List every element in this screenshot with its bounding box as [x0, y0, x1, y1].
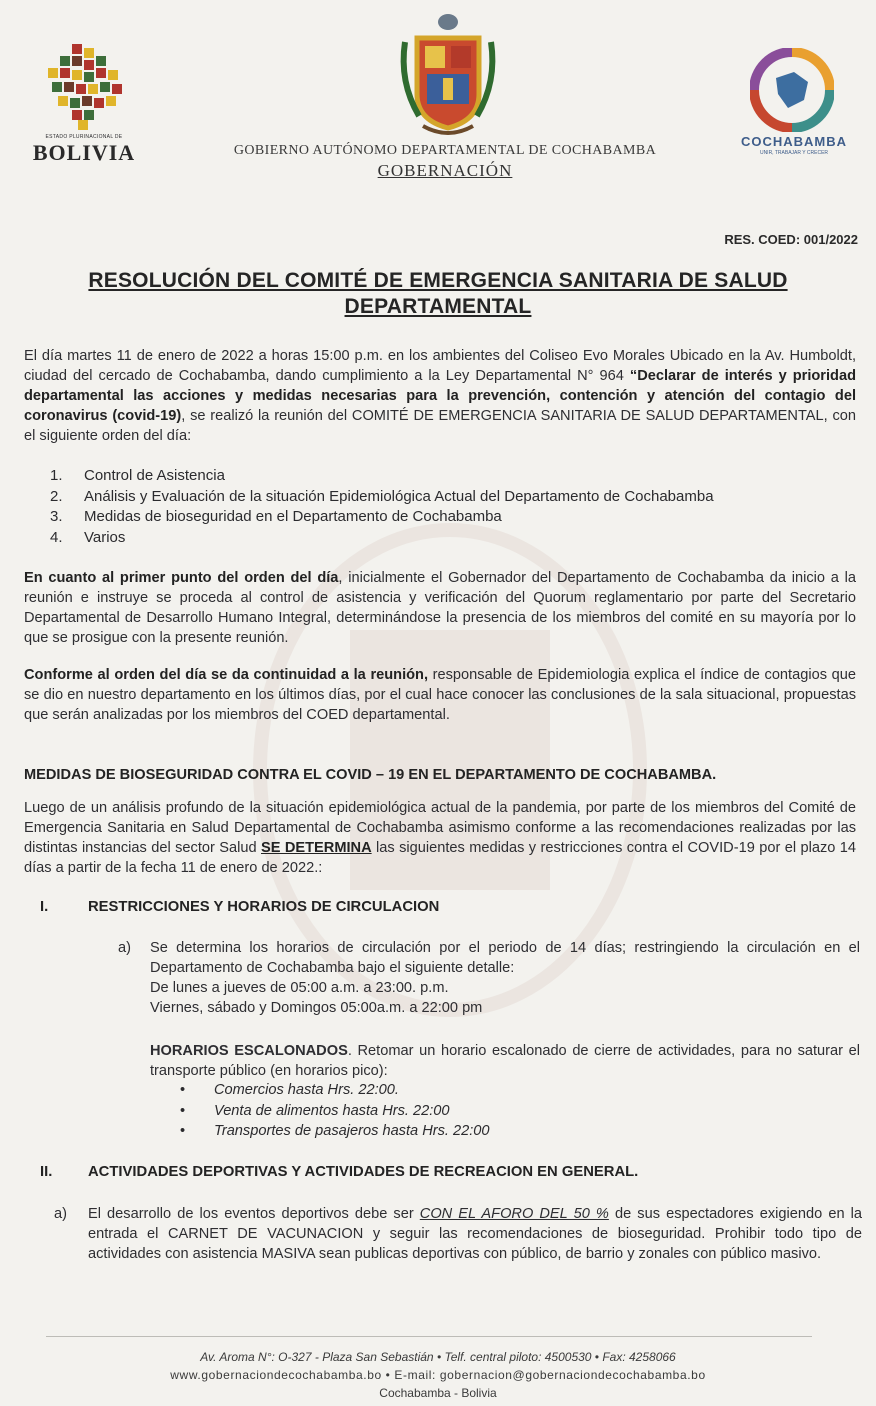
bolivia-mosaic-icon [42, 44, 128, 130]
bolivia-logo [24, 38, 144, 168]
first-point-text: , inicialmente el Gobernador del Departamento de Cochabamba da inicio a la reunión e instruye se proceda al control de asistencia y verificación del Quorum reglamentario por parte del Secretario Departamental de Desarrollo Humano Integral, determinándose la presencia de los miembros del comité en su mayoría por lo que se prosigue con la presente reunión. [24, 570, 856, 646]
measures-paragraph [24, 798, 856, 878]
sports-text-2: de sus espectadores exigiendo en la entrada el CARNET DE VACUNACION y seguir las recomendaciones de bioseguridad. Prohibir todo tipo de actividades con asistencia MASIVA sean publicas deportivas con público, de barrio y zonales con público masivo. [88, 1206, 862, 1262]
coat-of-arms-icon [395, 8, 501, 144]
item-a-label: a) [54, 1206, 67, 1222]
gobernacion-title: GOBERNACIÓN [377, 161, 513, 180]
section-2-heading [40, 1162, 638, 1182]
capacity-limit: CON EL AFORO DEL 50 % [419, 1206, 609, 1222]
resolution-code: RES. COED: 001/2022 [724, 232, 858, 247]
closing-hours-item: • Transportes de pasajeros hasta Hrs. 22:00 [180, 1121, 490, 1142]
section-1-title: RESTRICCIONES Y HORARIOS DE CIRCULACION [88, 899, 440, 915]
staggered-hours-paragraph [118, 1041, 860, 1081]
schedule-weekend: Viernes, sábado y Domingos 05:00a.m. a 22:00 pm [150, 1000, 483, 1016]
cochabamba-ring-icon [750, 48, 834, 132]
closing-hours-item: • Comercios hasta Hrs. 22:00. [180, 1080, 490, 1101]
agenda-list [50, 466, 856, 548]
section-2-title: ACTIVIDADES DEPORTIVAS Y ACTIVIDADES DE RECREACION EN GENERAL. [88, 1164, 639, 1180]
agenda-text: Control de Asistencia [84, 467, 225, 484]
agenda-item [50, 487, 856, 508]
agenda-number: 2. [50, 487, 63, 505]
staggered-hours-desc: . Retomar un horario escalonado de cierre de actividades, para no saturar el transporte público (en horarios pico): [150, 1043, 861, 1079]
section-1-item-a [118, 938, 860, 1018]
staggered-hours-text [150, 1041, 860, 1081]
intro-paragraph [24, 346, 856, 446]
first-point-paragraph [24, 568, 856, 648]
intro-law-title: “Declarar de interés y prioridad departamental las acciones y medidas necesarias para la prevención, contención y atención del contagio del coronavirus (covid-19) [24, 368, 856, 424]
continuity-text: responsable de Epidemiologia explica el índice de contagios que se dio en nuestro departamento en los últimos días, por el cual hace conocer las conclusiones de la sala situacional, propuestas que serán analizadas por los miembros del COED departamental. [24, 667, 856, 723]
se-determina: SE DETERMINA [261, 840, 372, 856]
cochabamba-tagline: UNIR, TRABAJAR Y CRECER [759, 150, 829, 156]
first-point-lead: En cuanto al primer punto del orden del día [24, 570, 339, 586]
item-a-text [88, 1204, 862, 1264]
agenda-text: Análisis y Evaluación de la situación Epidemiológica Actual del Departamento de Cochabamba [84, 487, 714, 505]
footer-web-email: www.gobernaciondecochabamba.bo • E-mail: gobernacion@gobernaciondecochabamba.bo [170, 1368, 706, 1382]
intro-text-2: , se realizó la reunión del COMITÉ DE EMERGENCIA SANITARIA DE SALUD DEPARTAMENTAL, con el siguiente orden del día: [24, 408, 856, 444]
agenda-item [50, 507, 856, 528]
sports-text-1: El desarrollo de los eventos deportivos debe ser [88, 1206, 420, 1222]
agenda-number: 4. [50, 528, 63, 546]
continuity-paragraph [24, 665, 856, 725]
agenda-item [50, 528, 856, 549]
footer-address: Av. Aroma N°: O-327 - Plaza San Sebastián • Telf. central piloto: 4500530 • Fax: 4258066 [200, 1350, 676, 1364]
agenda-text: Varios [84, 528, 126, 546]
closing-hours-item: • Venta de alimentos hasta Hrs. 22:00 [180, 1101, 490, 1122]
staggered-hours-lead: HORARIOS ESCALONADOS [150, 1043, 348, 1059]
cochabamba-logo [734, 46, 854, 164]
continuity-lead: Conforme al orden del día se da continuidad a la reunión, [24, 667, 429, 683]
item-a-text: Se determina los horarios de circulación por el periodo de 14 días; restringiendo la circulación en el Departamento de Cochabamba bajo el siguiente detalle: [150, 940, 860, 976]
cochabamba-wordmark: COCHABAMBA [740, 134, 848, 149]
section-1-heading [40, 897, 439, 917]
section-2-item-a [54, 1204, 862, 1264]
measures-heading: MEDIDAS DE BIOSEGURIDAD CONTRA EL COVID – 19 EN EL DEPARTAMENTO DE COCHABAMBA. [24, 767, 717, 783]
section-1-number: I. [40, 899, 49, 915]
schedule-weekdays: De lunes a jueves de 05:00 a.m. a 23:00. p.m. [150, 980, 449, 996]
government-line: GOBIERNO AUTÓNOMO DEPARTAMENTAL DE COCHABAMBA [233, 143, 657, 158]
document-title: RESOLUCIÓN DEL COMITÉ DE EMERGENCIA SANITARIA DE SALUD DEPARTAMENTAL [88, 269, 788, 318]
agenda-item [50, 466, 856, 487]
measures-text-1: Luego de un análisis profundo de la situación epidemiológica actual de la pandemia, por parte de los miembros del Comité de Emergencia Sanitaria en Salud Departamental de Cochabamba asimismo conforme a las recomendaciones realizadas por las distintas instancias del sector Salud [24, 800, 856, 856]
section-2-number: II. [40, 1164, 53, 1180]
bolivia-small-text: ESTADO PLURINACIONAL DE [45, 134, 123, 140]
footer-divider [46, 1336, 812, 1337]
intro-text-1: El día martes 11 de enero de 2022 a horas 15:00 p.m. en los ambientes del Coliseo Evo Morales Ubicado en la Av. Humboldt, ciudad del cercado de Cochabamba, dando cumplimiento a la Ley Departamental N° 964 [24, 348, 856, 384]
agenda-text: Medidas de bioseguridad en el Departamento de Cochabamba [84, 508, 502, 525]
measures-text-2: las siguientes medidas y restricciones contra el COVID-19 por el plazo 14 días a partir de la fecha 11 de enero de 2022.: [24, 840, 856, 876]
agenda-number: 3. [50, 508, 63, 525]
closing-hours-list [180, 1080, 490, 1142]
item-a-label: a) [118, 940, 131, 956]
agenda-number: 1. [50, 467, 63, 484]
bolivia-wordmark: BOLIVIA [32, 140, 136, 165]
footer-city: Cochabamba - Bolivia [379, 1386, 497, 1400]
